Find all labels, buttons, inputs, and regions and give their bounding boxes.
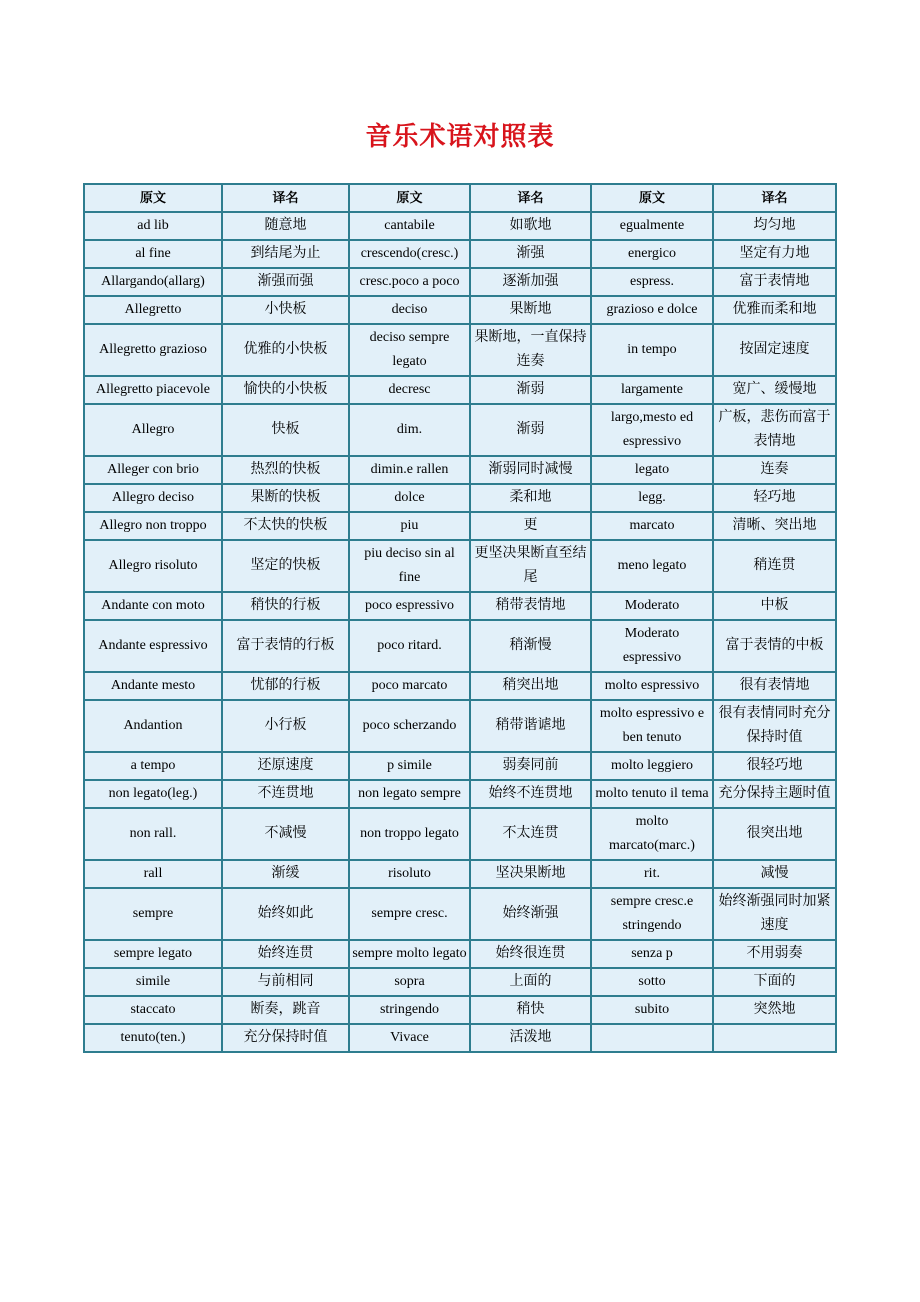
cell-translation-1: 快板 [222, 404, 349, 456]
cell-original-1: Allegro deciso [84, 484, 222, 512]
header-translation-2: 译名 [470, 184, 591, 212]
page-title: 音乐术语对照表 [365, 122, 555, 152]
cell-translation-1: 富于表情的行板 [222, 620, 349, 672]
cell-original-2: non troppo legato [349, 808, 470, 860]
cell-original-2: sempre cresc. [349, 888, 470, 940]
cell-translation-1: 忧郁的行板 [222, 672, 349, 700]
cell-original-1: Allegretto [84, 296, 222, 324]
cell-translation-3: 富于表情地 [713, 268, 836, 296]
cell-translation-1: 小行板 [222, 700, 349, 752]
table-row [84, 968, 836, 996]
cell-translation-1: 与前相同 [222, 968, 349, 996]
cell-original-2: dim. [349, 404, 470, 456]
cell-original-3: legato [591, 456, 713, 484]
cell-original-2: stringendo [349, 996, 470, 1024]
cell-original-3: molto espressivo e ben tenuto [591, 700, 713, 752]
cell-original-1: a tempo [84, 752, 222, 780]
cell-original-2: Vivace [349, 1024, 470, 1052]
cell-original-2: poco espressivo [349, 592, 470, 620]
cell-original-3: molto leggiero [591, 752, 713, 780]
table-row [84, 240, 836, 268]
cell-original-1: Allegretto piacevole [84, 376, 222, 404]
cell-translation-3: 充分保持主题时值 [713, 780, 836, 808]
cell-original-3: egualmente [591, 212, 713, 240]
cell-original-1: al fine [84, 240, 222, 268]
cell-translation-3: 始终渐强同时加紧速度 [713, 888, 836, 940]
cell-translation-3: 优雅而柔和地 [713, 296, 836, 324]
cell-translation-1: 不连贯地 [222, 780, 349, 808]
cell-original-1: non rall. [84, 808, 222, 860]
cell-original-3: legg. [591, 484, 713, 512]
cell-translation-3: 按固定速度 [713, 324, 836, 376]
cell-original-3: espress. [591, 268, 713, 296]
cell-original-1: Allegro risoluto [84, 540, 222, 592]
cell-original-3: energico [591, 240, 713, 268]
table-row [84, 268, 836, 296]
cell-original-1: tenuto(ten.) [84, 1024, 222, 1052]
table-row [84, 620, 836, 672]
cell-translation-3: 很有表情同时充分保持时值 [713, 700, 836, 752]
cell-translation-1: 热烈的快板 [222, 456, 349, 484]
cell-original-2: deciso sempre legato [349, 324, 470, 376]
table-row [84, 540, 836, 592]
cell-translation-1: 不太快的快板 [222, 512, 349, 540]
cell-translation-3: 连奏 [713, 456, 836, 484]
cell-translation-1: 渐强而强 [222, 268, 349, 296]
table-row [84, 888, 836, 940]
cell-original-2: cresc.poco a poco [349, 268, 470, 296]
cell-translation-2: 渐弱同时减慢 [470, 456, 591, 484]
cell-translation-3: 轻巧地 [713, 484, 836, 512]
cell-translation-2: 如歌地 [470, 212, 591, 240]
cell-translation-3: 不用弱奏 [713, 940, 836, 968]
cell-original-2: non legato sempre [349, 780, 470, 808]
cell-original-2: poco ritard. [349, 620, 470, 672]
cell-original-3: Moderato espressivo [591, 620, 713, 672]
cell-original-1: sempre [84, 888, 222, 940]
cell-original-1: Allargando(allarg) [84, 268, 222, 296]
cell-translation-3: 很突出地 [713, 808, 836, 860]
cell-translation-2: 活泼地 [470, 1024, 591, 1052]
cell-translation-3: 稍连贯 [713, 540, 836, 592]
header-original-2: 原文 [349, 184, 470, 212]
cell-translation-3: 均匀地 [713, 212, 836, 240]
cell-translation-2: 渐弱 [470, 404, 591, 456]
cell-translation-2: 稍快 [470, 996, 591, 1024]
cell-translation-1: 还原速度 [222, 752, 349, 780]
cell-translation-1: 始终如此 [222, 888, 349, 940]
cell-original-2: poco scherzando [349, 700, 470, 752]
cell-original-1: Andantion [84, 700, 222, 752]
cell-translation-2: 逐渐加强 [470, 268, 591, 296]
cell-original-3: rit. [591, 860, 713, 888]
header-original-3: 原文 [591, 184, 713, 212]
table-row [84, 404, 836, 456]
cell-translation-1: 到结尾为止 [222, 240, 349, 268]
terminology-table [83, 183, 837, 1053]
cell-translation-2: 始终不连贯地 [470, 780, 591, 808]
cell-original-1: Allegro non troppo [84, 512, 222, 540]
cell-translation-2: 更 [470, 512, 591, 540]
table-row [84, 780, 836, 808]
cell-original-3: in tempo [591, 324, 713, 376]
cell-original-2: p simile [349, 752, 470, 780]
cell-translation-2: 始终渐强 [470, 888, 591, 940]
cell-translation-3: 中板 [713, 592, 836, 620]
cell-translation-1: 坚定的快板 [222, 540, 349, 592]
table-row [84, 1024, 836, 1052]
cell-original-2: risoluto [349, 860, 470, 888]
table-row [84, 512, 836, 540]
table-row [84, 592, 836, 620]
cell-original-2: crescendo(cresc.) [349, 240, 470, 268]
cell-translation-3: 很轻巧地 [713, 752, 836, 780]
cell-original-3: molto marcato(marc.) [591, 808, 713, 860]
table-row [84, 996, 836, 1024]
cell-original-1: ad lib [84, 212, 222, 240]
table-row [84, 808, 836, 860]
table-row [84, 212, 836, 240]
table-row [84, 296, 836, 324]
cell-translation-2: 稍渐慢 [470, 620, 591, 672]
cell-translation-1: 不减慢 [222, 808, 349, 860]
cell-translation-1: 断奏，跳音 [222, 996, 349, 1024]
cell-translation-1: 果断的快板 [222, 484, 349, 512]
cell-translation-2: 稍带表情地 [470, 592, 591, 620]
cell-translation-2: 柔和地 [470, 484, 591, 512]
cell-translation-1: 随意地 [222, 212, 349, 240]
cell-original-3: Moderato [591, 592, 713, 620]
cell-original-2: piu deciso sin al fine [349, 540, 470, 592]
table-row [84, 376, 836, 404]
cell-original-3: largo,mesto ed espressivo [591, 404, 713, 456]
cell-translation-2: 弱奏同前 [470, 752, 591, 780]
header-original-1: 原文 [84, 184, 222, 212]
table-row [84, 940, 836, 968]
cell-original-2: dimin.e rallen [349, 456, 470, 484]
cell-original-2: cantabile [349, 212, 470, 240]
cell-original-3: meno legato [591, 540, 713, 592]
cell-translation-2: 上面的 [470, 968, 591, 996]
cell-original-3: marcato [591, 512, 713, 540]
table-row [84, 752, 836, 780]
cell-translation-1: 渐缓 [222, 860, 349, 888]
cell-original-1: staccato [84, 996, 222, 1024]
cell-original-1: rall [84, 860, 222, 888]
table-header-row [84, 184, 836, 212]
cell-translation-1: 充分保持时值 [222, 1024, 349, 1052]
cell-translation-1: 小快板 [222, 296, 349, 324]
cell-translation-1: 优雅的小快板 [222, 324, 349, 376]
cell-original-3: molto espressivo [591, 672, 713, 700]
cell-original-1: sempre legato [84, 940, 222, 968]
table-row [84, 484, 836, 512]
cell-translation-3: 宽广、缓慢地 [713, 376, 836, 404]
cell-original-1: Andante espressivo [84, 620, 222, 672]
cell-original-3: molto tenuto il tema [591, 780, 713, 808]
cell-original-3: subito [591, 996, 713, 1024]
cell-original-3 [591, 1024, 713, 1052]
cell-translation-2: 坚决果断地 [470, 860, 591, 888]
table-row [84, 860, 836, 888]
cell-translation-2: 果断地，一直保持连奏 [470, 324, 591, 376]
table-row [84, 324, 836, 376]
cell-translation-3: 坚定有力地 [713, 240, 836, 268]
cell-original-3: sempre cresc.e stringendo [591, 888, 713, 940]
cell-translation-3: 下面的 [713, 968, 836, 996]
cell-translation-2: 稍突出地 [470, 672, 591, 700]
cell-original-3: sotto [591, 968, 713, 996]
table-row [84, 700, 836, 752]
cell-original-2: sopra [349, 968, 470, 996]
cell-translation-3: 很有表情地 [713, 672, 836, 700]
cell-translation-1: 愉快的小快板 [222, 376, 349, 404]
cell-original-2: poco marcato [349, 672, 470, 700]
cell-original-3: senza p [591, 940, 713, 968]
cell-original-1: simile [84, 968, 222, 996]
cell-original-2: piu [349, 512, 470, 540]
cell-translation-2: 渐强 [470, 240, 591, 268]
cell-original-2: dolce [349, 484, 470, 512]
cell-original-2: sempre molto legato [349, 940, 470, 968]
cell-original-1: Andante con moto [84, 592, 222, 620]
table-body [84, 212, 836, 1052]
cell-original-3: largamente [591, 376, 713, 404]
cell-translation-3: 广板，悲伤而富于表情地 [713, 404, 836, 456]
cell-translation-1: 始终连贯 [222, 940, 349, 968]
cell-original-1: Allegro [84, 404, 222, 456]
cell-translation-3 [713, 1024, 836, 1052]
cell-original-1: Allegretto grazioso [84, 324, 222, 376]
cell-translation-1: 稍快的行板 [222, 592, 349, 620]
cell-translation-2: 果断地 [470, 296, 591, 324]
table-row [84, 672, 836, 700]
cell-translation-3: 减慢 [713, 860, 836, 888]
cell-translation-2: 稍带谐谑地 [470, 700, 591, 752]
cell-original-3: grazioso e dolce [591, 296, 713, 324]
cell-translation-2: 始终很连贯 [470, 940, 591, 968]
cell-original-2: deciso [349, 296, 470, 324]
cell-original-1: Alleger con brio [84, 456, 222, 484]
cell-translation-2: 不太连贯 [470, 808, 591, 860]
cell-translation-2: 渐弱 [470, 376, 591, 404]
cell-original-1: non legato(leg.) [84, 780, 222, 808]
cell-original-2: decresc [349, 376, 470, 404]
cell-translation-2: 更坚决果断直至结尾 [470, 540, 591, 592]
cell-translation-3: 突然地 [713, 996, 836, 1024]
cell-translation-3: 富于表情的中板 [713, 620, 836, 672]
cell-translation-3: 清晰、突出地 [713, 512, 836, 540]
header-translation-1: 译名 [222, 184, 349, 212]
header-translation-3: 译名 [713, 184, 836, 212]
table-row [84, 456, 836, 484]
cell-original-1: Andante mesto [84, 672, 222, 700]
